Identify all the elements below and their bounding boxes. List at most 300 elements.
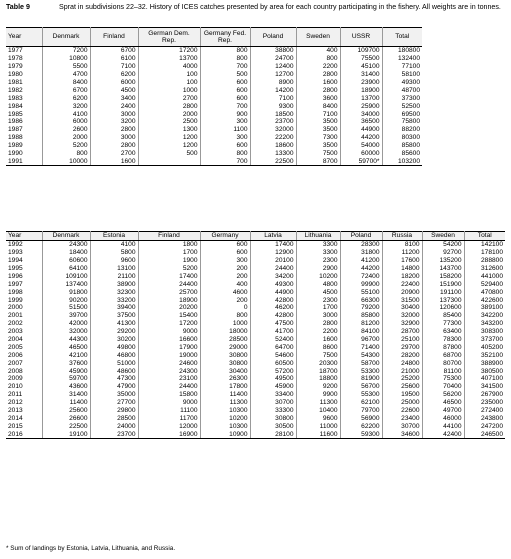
catch-cell: 15400	[138, 312, 200, 320]
catch-cell: 79200	[340, 304, 382, 312]
catch-cell: 11400	[42, 399, 90, 407]
table-row	[6, 288, 505, 296]
catch-cell: 30400	[200, 367, 250, 375]
catch-cell: 5500	[42, 63, 90, 71]
year-cell: 1977	[6, 47, 42, 55]
table-row	[6, 249, 505, 257]
catch-cell: 69500	[401, 110, 420, 118]
year-cell: 1991	[6, 157, 42, 165]
catch-cell: 8600	[296, 343, 340, 351]
catch-cell: 1200	[138, 134, 200, 142]
catch-cell: 18700	[296, 367, 340, 375]
catch-cell: 4000	[138, 63, 200, 71]
catch-cell: 24400	[250, 265, 296, 273]
year-cell: 1978	[6, 55, 42, 63]
catch-cell: 31800	[340, 249, 382, 257]
catch-cell: 85800	[401, 142, 420, 150]
catch-cell: 2600	[42, 126, 90, 134]
catch-cell: 41200	[340, 257, 382, 265]
catch-cell: 57200	[250, 367, 296, 375]
catch-cell: 55100	[340, 288, 382, 296]
catch-cell: 39700	[42, 312, 90, 320]
catch-cell: 34600	[382, 430, 422, 438]
year-cell: 1986	[6, 118, 42, 126]
table-row	[6, 296, 505, 304]
catch-cell: 21100	[90, 272, 138, 280]
catch-cell: 88200	[401, 126, 420, 134]
catch-cell: 9300	[250, 102, 296, 110]
year-cell: 2011	[6, 391, 42, 399]
catch-cell: 8400	[42, 79, 90, 87]
catch-cell: 28300	[340, 240, 382, 248]
catch-cell: 312600	[480, 265, 503, 272]
catch-cell: 10800	[42, 55, 90, 63]
catch-cell: 2400	[90, 102, 138, 110]
catch-cell: 23100	[138, 375, 200, 383]
catch-cell: 288800	[480, 257, 503, 265]
catch-cell: 7100	[250, 94, 296, 102]
table-row	[6, 134, 422, 142]
catch-cell: 32000	[250, 126, 296, 134]
column-header: Russia	[382, 232, 422, 241]
catch-cell: 800	[296, 55, 340, 63]
catch-cell: 59700*	[340, 157, 382, 165]
catch-cell: 60000	[340, 150, 382, 158]
column-header: Total	[464, 232, 505, 241]
catch-cell: 22400	[382, 280, 422, 288]
catch-cell: 47500	[250, 320, 296, 328]
catch-cell: 380500	[480, 367, 503, 375]
catch-cell: 71400	[340, 343, 382, 351]
catch-cell: 19000	[138, 351, 200, 359]
year-cell: 2014	[6, 414, 42, 422]
catch-cell: 49700	[422, 407, 464, 415]
catch-cell: 37600	[42, 359, 90, 367]
column-header: Lithuania	[296, 232, 340, 241]
catch-cell: 23700	[90, 430, 138, 438]
catch-cell: 30700	[250, 399, 296, 407]
column-header: Germany Fed. Rep.	[200, 28, 250, 47]
year-cell: 2002	[6, 320, 42, 328]
catch-cell: 4700	[42, 71, 90, 79]
catch-cell: 23700	[250, 118, 296, 126]
catch-cell: 75300	[422, 375, 464, 383]
catch-cell: 81200	[340, 320, 382, 328]
table-row	[6, 102, 422, 110]
year-cell: 2016	[6, 430, 42, 438]
catch-cell: 1200	[138, 142, 200, 150]
catch-cell: 34000	[340, 110, 382, 118]
catch-cell: 10200	[296, 272, 340, 280]
catch-cell: 17600	[382, 257, 422, 265]
catch-cell: 3000	[90, 110, 138, 118]
catch-cell: 400	[296, 47, 340, 55]
catch-cell: 11000	[296, 422, 340, 430]
catch-cell	[138, 157, 200, 165]
table-row	[6, 422, 505, 430]
table-row	[6, 280, 505, 288]
catch-cell: 10300	[200, 407, 250, 415]
catch-cell: 500	[200, 71, 250, 79]
catch-cell: 373700	[480, 336, 503, 344]
catch-cell: 11400	[200, 391, 250, 399]
catch-cell: 2200	[296, 328, 340, 336]
catch-cell: 78300	[422, 336, 464, 344]
catch-cell: 800	[200, 150, 250, 158]
catch-cell: 75800	[401, 118, 420, 126]
catch-cell: 37500	[90, 312, 138, 320]
catch-cell: 44900	[340, 126, 382, 134]
catch-cell: 7500	[296, 351, 340, 359]
catch-cell: 109700	[340, 47, 382, 55]
year-cell: 1990	[6, 150, 42, 158]
catch-cell: 24400	[138, 383, 200, 391]
table-row	[6, 391, 505, 399]
catch-cell: 28500	[90, 414, 138, 422]
catch-cell: 30700	[382, 422, 422, 430]
year-cell: 1996	[6, 272, 42, 280]
catch-cell: 24300	[42, 240, 90, 248]
catch-cell: 3000	[296, 312, 340, 320]
catch-cell: 87800	[422, 343, 464, 351]
catch-cell: 2200	[296, 63, 340, 71]
catch-cell: 7500	[296, 150, 340, 158]
year-cell: 2015	[6, 422, 42, 430]
catch-cell: 1600	[296, 336, 340, 344]
catch-cell: 47900	[90, 383, 138, 391]
catch-cell: 23900	[340, 79, 382, 87]
catch-cell: 1000	[200, 320, 250, 328]
catch-cell: 600	[200, 86, 250, 94]
catch-cell: 96700	[340, 336, 382, 344]
table-row	[6, 55, 422, 63]
catch-cell: 5800	[90, 249, 138, 257]
catch-cell: 52400	[250, 336, 296, 344]
catch-cell: 600	[200, 142, 250, 150]
year-cell: 1995	[6, 265, 42, 273]
table-row	[6, 63, 422, 71]
catch-cell: 18900	[340, 86, 382, 94]
catch-cell: 29700	[382, 343, 422, 351]
year-cell: 1979	[6, 63, 42, 71]
catch-cell: 800	[200, 47, 250, 55]
catch-cell: 54000	[340, 142, 382, 150]
catch-cell: 18400	[42, 249, 90, 257]
table-row	[6, 150, 422, 158]
catch-cell: 55300	[340, 391, 382, 399]
table-row	[6, 240, 505, 248]
catch-cell: 100	[138, 71, 200, 79]
catch-cell: 33300	[250, 407, 296, 415]
year-cell: 2005	[6, 343, 42, 351]
catch-cell: 85800	[340, 312, 382, 320]
catch-cell: 53300	[340, 367, 382, 375]
catch-cell: 5200	[138, 265, 200, 273]
year-cell: 2010	[6, 383, 42, 391]
catch-cell: 10900	[200, 430, 250, 438]
catch-cell: 25200	[382, 375, 422, 383]
table-row	[6, 142, 422, 150]
catch-cell: 4600	[200, 288, 250, 296]
catch-cell: 700	[200, 157, 250, 165]
column-header: Year	[6, 232, 42, 241]
column-header: Sweden	[296, 28, 340, 47]
catch-cell: 18500	[250, 110, 296, 118]
catch-cell: 6100	[90, 55, 138, 63]
year-cell: 1985	[6, 110, 42, 118]
catch-cell: 28700	[382, 328, 422, 336]
catch-cell: 62100	[340, 399, 382, 407]
catch-cell: 7100	[296, 110, 340, 118]
catch-cell: 36500	[340, 118, 382, 126]
catch-cell: 29000	[200, 343, 250, 351]
catch-cell: 800	[42, 150, 90, 158]
catch-cell: 18900	[138, 296, 200, 304]
year-cell: 2013	[6, 407, 42, 415]
catch-cell: 26300	[200, 375, 250, 383]
catch-cell: 42800	[250, 296, 296, 304]
catch-cell: 300	[200, 257, 250, 265]
year-cell: 1981	[6, 79, 42, 87]
table-row	[6, 71, 422, 79]
catch-cell: 42100	[42, 351, 90, 359]
catch-cell: 17800	[200, 383, 250, 391]
catch-cell: 11300	[296, 399, 340, 407]
catch-cell: 6700	[90, 47, 138, 55]
catch-cell: 200	[200, 272, 250, 280]
catch-cell: 120600	[422, 304, 464, 312]
catch-cell: 200	[200, 296, 250, 304]
table-row	[6, 430, 505, 438]
catch-cell: 32300	[90, 288, 138, 296]
table-row	[6, 328, 505, 336]
catch-cell: 2800	[296, 320, 340, 328]
catch-cell: 11700	[138, 414, 200, 422]
catch-cell: 10400	[296, 407, 340, 415]
catch-cell: 47300	[90, 375, 138, 383]
catch-cell: 389100	[480, 304, 503, 312]
year-cell: 1983	[6, 94, 42, 102]
catch-cell: 99900	[340, 280, 382, 288]
catch-cell: 13700	[340, 94, 382, 102]
catch-cell: 33400	[250, 391, 296, 399]
catch-cell: 17200	[138, 320, 200, 328]
table-row	[6, 336, 505, 344]
catch-cell: 25100	[382, 336, 422, 344]
catch-cell: 51500	[42, 304, 90, 312]
catch-cell: 2800	[296, 86, 340, 94]
column-header: Finland	[138, 232, 200, 241]
catch-cell: 13700	[138, 55, 200, 63]
catch-cell: 31500	[382, 296, 422, 304]
catch-cell: 600	[200, 249, 250, 257]
catch-cell: 2800	[90, 126, 138, 134]
catch-cell: 20300	[296, 359, 340, 367]
catch-cell: 142100	[480, 241, 503, 249]
catch-cell: 30800	[200, 351, 250, 359]
catch-cell: 388900	[480, 359, 503, 367]
catch-cell: 4500	[90, 86, 138, 94]
catch-cell: 4100	[42, 110, 90, 118]
catch-cell: 18800	[296, 375, 340, 383]
catch-cell: 24700	[250, 55, 296, 63]
column-header: Year	[6, 28, 42, 47]
catch-cell: 191100	[422, 288, 464, 296]
catch-cell: 3300	[296, 240, 340, 248]
catch-cell: 46800	[90, 351, 138, 359]
catch-cell: 20900	[382, 288, 422, 296]
catch-cell: 68700	[422, 351, 464, 359]
catch-cell: 243800	[480, 414, 503, 422]
catch-cell: 59700	[42, 375, 90, 383]
catch-cell: 12000	[138, 422, 200, 430]
catch-cell: 56900	[340, 414, 382, 422]
catch-cell: 46200	[250, 304, 296, 312]
catch-cell: 6200	[90, 71, 138, 79]
table-row	[6, 375, 505, 383]
catch-cell: 41300	[90, 320, 138, 328]
catch-cell: 72400	[340, 272, 382, 280]
catch-cell: 29200	[90, 328, 138, 336]
table-row	[6, 265, 505, 273]
catch-cell: 44100	[422, 422, 464, 430]
catch-cell: 137300	[422, 296, 464, 304]
catch-cell: 158200	[422, 272, 464, 280]
catch-cell: 342200	[480, 312, 503, 320]
column-header: Germany	[200, 232, 250, 241]
catch-cell: 529400	[480, 280, 503, 288]
catch-cell: 700	[200, 102, 250, 110]
catch-cell: 9900	[296, 391, 340, 399]
year-cell: 1998	[6, 288, 42, 296]
catch-cell: 38800	[250, 47, 296, 55]
catch-cell: 85400	[422, 312, 464, 320]
catch-cell: 70400	[422, 383, 464, 391]
catch-cell: 3200	[42, 102, 90, 110]
catch-cell: 11100	[138, 407, 200, 415]
catch-cell: 17400	[250, 240, 296, 248]
catch-cell: 3500	[296, 126, 340, 134]
catch-cell: 9200	[296, 383, 340, 391]
catch-cell: 2700	[138, 94, 200, 102]
catch-cell: 24600	[138, 359, 200, 367]
column-header: Denmark	[42, 232, 90, 241]
catch-cell: 22200	[250, 134, 296, 142]
catch-cell: 7300	[296, 134, 340, 142]
catch-table-1977-1991	[6, 27, 422, 166]
catch-cell: 800	[200, 312, 250, 320]
catch-cell: 54600	[250, 351, 296, 359]
header-row	[6, 232, 505, 241]
catch-cell: 103200	[382, 157, 422, 165]
table-row	[6, 304, 505, 312]
catch-cell: 3200	[90, 118, 138, 126]
column-header: Estonia	[90, 232, 138, 241]
table-footnote: * Sum of landings by Estonia, Latvia, Lithuania, and Russia.	[6, 545, 176, 552]
catch-cell: 135200	[422, 257, 464, 265]
catch-cell: 6700	[42, 86, 90, 94]
catch-cell: 24400	[138, 280, 200, 288]
catch-cell: 9000	[138, 328, 200, 336]
year-cell: 2012	[6, 399, 42, 407]
catch-cell: 42800	[250, 312, 296, 320]
catch-cell: 25600	[382, 383, 422, 391]
catch-cell: 30800	[200, 359, 250, 367]
catch-cell: 12700	[250, 71, 296, 79]
catch-cell: 38900	[90, 280, 138, 288]
catch-cell: 4500	[296, 288, 340, 296]
catch-cell: 19100	[42, 430, 90, 438]
catch-cell: 422600	[480, 296, 503, 304]
catch-cell: 84100	[340, 328, 382, 336]
column-header: Finland	[90, 28, 138, 47]
catch-cell: 46500	[422, 399, 464, 407]
catch-cell: 9600	[296, 414, 340, 422]
catch-cell: 3400	[90, 94, 138, 102]
table-row	[6, 272, 505, 280]
catch-cell: 2800	[138, 102, 200, 110]
catch-cell: 16600	[138, 336, 200, 344]
catch-cell: 44200	[340, 265, 382, 273]
catch-cell: 1800	[138, 240, 200, 248]
catch-cell: 80700	[422, 359, 464, 367]
catch-cell: 25700	[138, 288, 200, 296]
catch-cell: 79700	[340, 407, 382, 415]
catch-cell: 28100	[250, 430, 296, 438]
catch-cell: 77300	[422, 320, 464, 328]
catch-cell: 352100	[480, 351, 503, 359]
catch-cell: 2900	[296, 265, 340, 273]
year-cell: 2004	[6, 336, 42, 344]
catch-cell: 4100	[90, 240, 138, 248]
catch-cell: 51000	[90, 359, 138, 367]
catch-cell: 8900	[250, 79, 296, 87]
catch-cell: 3500	[296, 142, 340, 150]
catch-cell: 11300	[200, 399, 250, 407]
catch-cell: 13100	[90, 265, 138, 273]
catch-cell: 31400	[340, 71, 382, 79]
catch-cell: 180800	[397, 47, 420, 55]
catch-cell: 58100	[401, 71, 420, 79]
year-cell: 2003	[6, 328, 42, 336]
catch-cell: 49300	[401, 79, 420, 86]
catch-cell: 407100	[480, 375, 503, 383]
table-row	[6, 110, 422, 118]
catch-cell: 14200	[250, 86, 296, 94]
catch-cell: 22500	[42, 422, 90, 430]
catch-cell: 2800	[90, 142, 138, 150]
catch-cell: 272400	[480, 407, 503, 415]
catch-cell: 0	[200, 304, 250, 312]
catch-cell: 267900	[480, 391, 503, 399]
catch-cell: 29800	[90, 407, 138, 415]
catch-cell: 15800	[138, 391, 200, 399]
catch-cell: 33200	[90, 296, 138, 304]
year-cell: 2001	[6, 312, 42, 320]
catch-cell: 25600	[42, 407, 90, 415]
catch-cell: 31400	[42, 391, 90, 399]
catch-cell: 44900	[250, 288, 296, 296]
catch-cell: 16900	[138, 430, 200, 438]
catch-cell: 32900	[382, 320, 422, 328]
catch-cell: 80300	[401, 134, 420, 142]
table-row	[6, 414, 505, 422]
table-row	[6, 47, 422, 55]
catch-cell: 470800	[480, 288, 503, 296]
column-header: Poland	[340, 232, 382, 241]
column-header: USSR	[340, 28, 382, 47]
catch-cell: 308300	[480, 328, 503, 336]
